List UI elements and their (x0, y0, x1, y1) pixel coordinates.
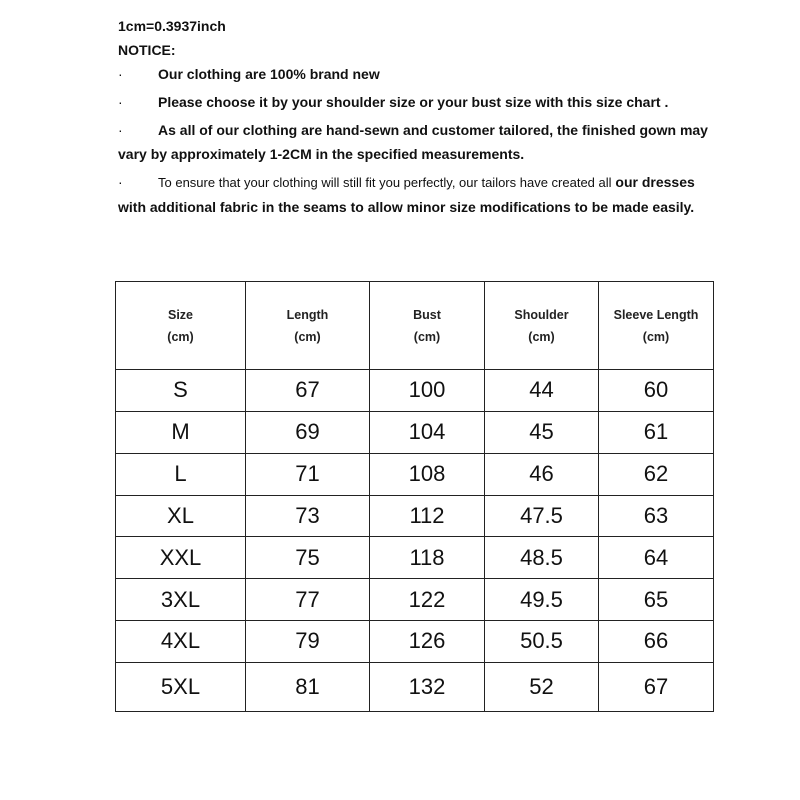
table-row (116, 411, 714, 453)
cell-size: XXL (116, 537, 246, 579)
cell-size: 4XL (116, 621, 246, 663)
cell-sleeve-length: 61 (599, 411, 714, 453)
cell-shoulder: 45 (485, 411, 599, 453)
notice-item-text: To ensure that your clothing will still fit you perfectly, our tailors have created all (158, 175, 612, 190)
unit-conversion: 1cm=0.3937inch (118, 18, 226, 34)
table-row (116, 537, 714, 579)
header-shoulder: Shoulder (cm) (485, 282, 599, 370)
cell-sleeve-length: 67 (599, 662, 714, 711)
size-chart-table (115, 281, 714, 712)
header-size: Size (cm) (116, 282, 246, 370)
cell-bust: 126 (370, 621, 485, 663)
table-header-row (116, 282, 714, 370)
cell-size: M (116, 411, 246, 453)
notice-item (118, 90, 718, 114)
cell-size: XL (116, 495, 246, 537)
bullet-icon: · (118, 94, 123, 110)
table-row (116, 662, 714, 711)
header-bust: Bust (cm) (370, 282, 485, 370)
cell-shoulder: 48.5 (485, 537, 599, 579)
cell-length: 81 (246, 662, 370, 711)
cell-shoulder: 44 (485, 370, 599, 412)
cell-bust: 100 (370, 370, 485, 412)
cell-length: 73 (246, 495, 370, 537)
bullet-icon: · (118, 122, 123, 138)
cell-bust: 108 (370, 453, 485, 495)
table-row (116, 495, 714, 537)
notice-item (118, 118, 718, 166)
table-row (116, 370, 714, 412)
cell-bust: 132 (370, 662, 485, 711)
cell-size: 5XL (116, 662, 246, 711)
cell-length: 71 (246, 453, 370, 495)
notice-item-text: Please choose it by your shoulder size or your bust size with this size chart . (158, 94, 669, 110)
cell-bust: 104 (370, 411, 485, 453)
notice-item (118, 62, 718, 86)
cell-length: 77 (246, 579, 370, 621)
notice-item (118, 170, 718, 219)
cell-bust: 112 (370, 495, 485, 537)
cell-bust: 122 (370, 579, 485, 621)
cell-length: 67 (246, 370, 370, 412)
cell-size: 3XL (116, 579, 246, 621)
cell-length: 69 (246, 411, 370, 453)
cell-sleeve-length: 64 (599, 537, 714, 579)
notice-section (118, 14, 718, 219)
table-row (116, 579, 714, 621)
bullet-icon: · (118, 174, 123, 190)
header-sleeve-length: Sleeve Length (cm) (599, 282, 714, 370)
cell-sleeve-length: 65 (599, 579, 714, 621)
table-row (116, 453, 714, 495)
header-length: Length (cm) (246, 282, 370, 370)
cell-shoulder: 50.5 (485, 621, 599, 663)
notice-item-text: As all of our clothing are hand-sewn and customer tailored, the finished gown may vary by approximately 1-2CM in the specified measurements. (118, 122, 708, 162)
cell-length: 75 (246, 537, 370, 579)
cell-length: 79 (246, 621, 370, 663)
bullet-icon: · (118, 66, 123, 82)
cell-shoulder: 52 (485, 662, 599, 711)
cell-shoulder: 46 (485, 453, 599, 495)
cell-size: S (116, 370, 246, 412)
cell-size: L (116, 453, 246, 495)
notice-title: NOTICE: (118, 42, 176, 58)
table-row (116, 621, 714, 663)
cell-sleeve-length: 62 (599, 453, 714, 495)
cell-sleeve-length: 60 (599, 370, 714, 412)
cell-sleeve-length: 63 (599, 495, 714, 537)
cell-shoulder: 49.5 (485, 579, 599, 621)
cell-bust: 118 (370, 537, 485, 579)
cell-shoulder: 47.5 (485, 495, 599, 537)
notice-item-text-continued: our dresses with additional fabric in the seams to allow minor size modifications to be made easily. (118, 174, 695, 215)
notice-item-text: Our clothing are 100% brand new (158, 66, 380, 82)
cell-sleeve-length: 66 (599, 621, 714, 663)
